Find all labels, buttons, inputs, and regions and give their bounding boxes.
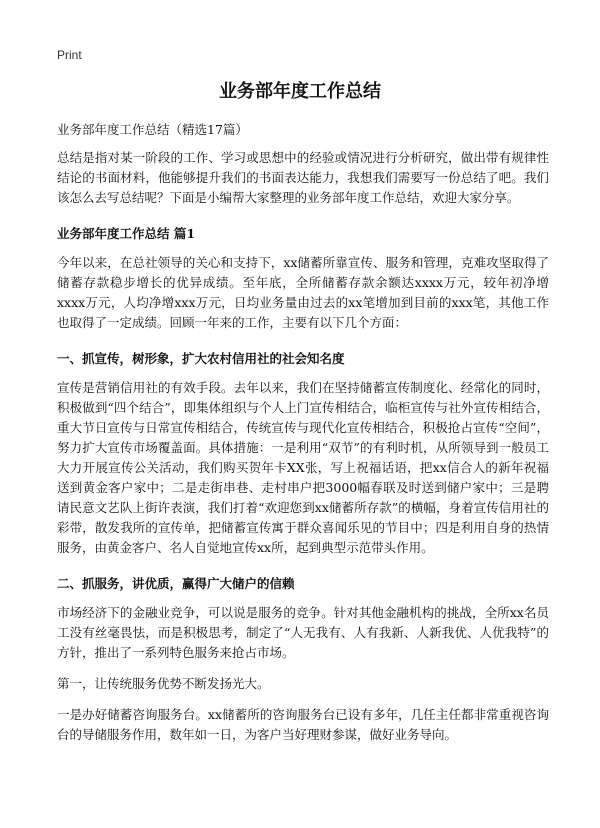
intro-paragraph: 总结是指对某一阶段的工作、学习或思想中的经验或情况进行分析研究，做出带有规律性结论的书面材料，他能够提升我们的书面表达能力，我想我们需要写一份总结了吧。我们该怎么去写总结呢？下面是小编帮大家整理的业务部年度工作总结，欢迎大家分享。 (57, 150, 549, 205)
section-publicity-paragraph: 宣传是营销信用社的有效手段。去年以来，我们在坚持储蓄宣传制度化、经常化的同时，积极做到“四个结合”，即集体组织与个人上门宣传相结合，临柜宣传与社外宣传相结合，重大节日宣传与日常宣传相结合，传统宣传与现代化宣传相结合，积极抢占宣传“空间”，努力扩大宣传市场覆盖面。具体措施：一是利用“双节”的有利时机，从所领导到一般员工大力开展宣传公关活动，我们购买贺年卡XX张，写上祝福话语，把xx信合人的新年祝福送到黄金客户家中；二是走街串巷、走村串户把3000幅春联及时送到储户家中；三是聘请民意文艺队上街许表演，我们打着“欢迎您到xx储蓄所存款”的横幅，身着宣传信用社的彩带，散发我所的宣传单，把储蓄宣传寓于群众喜闻乐见的节目中；四是利用自身的热情服务，由黄金客户、名人自觉地宣传xx所，起到典型示范带头作用。 (57, 380, 549, 555)
print-label: Print (57, 48, 82, 62)
section-service-paragraph: 市场经济下的金融业竞争，可以说是服务的竞争。针对其他金融机构的挑战，全所xx名员工没有丝毫畏怯，而是积极思考，制定了“人无我有、人有我新、人新我优、人优我特”的方针，推出了一系列特色服务来抢占市场。 (57, 605, 549, 660)
subsection-consulting-paragraph: 一是办好储蓄咨询服务台。xx储蓄所的咨询服务台已设有多年，几任主任都非常重视咨询台的导储服务作用，数年如一日，为客户当好理财参谋，做好业务导向。 (57, 707, 549, 742)
article-intro-paragraph: 今年以来，在总社领导的关心和支持下，xx储蓄所靠宣传、服务和管理，克难攻坚取得了储蓄存款稳步增长的优异成绩。至年底，全所储蓄存款余额达xxxx万元，较年初净增xxxx万元，人均净增xxx万元，日均业务量由过去的xx笔增加到目前的xxx笔，其他工作也取得了一定成绩。回顾一年来的工作，主要有以下几个方面： (57, 255, 549, 330)
subsection-heading-traditional-service: 第一，让传统服务优势不断发扬光大。 (57, 676, 270, 691)
page-title: 业务部年度工作总结 (219, 81, 381, 102)
document-subtitle: 业务部年度工作总结（精选17篇） (57, 122, 248, 137)
section-heading-publicity: 一、抓宣传，树形象，扩大农村信用社的社会知名度 (57, 351, 345, 366)
document-body (57, 120, 549, 756)
article-heading: 业务部年度工作总结 篇1 (57, 226, 196, 241)
section-heading-service: 二、抓服务，讲优质，赢得广大储户的信赖 (57, 576, 295, 591)
